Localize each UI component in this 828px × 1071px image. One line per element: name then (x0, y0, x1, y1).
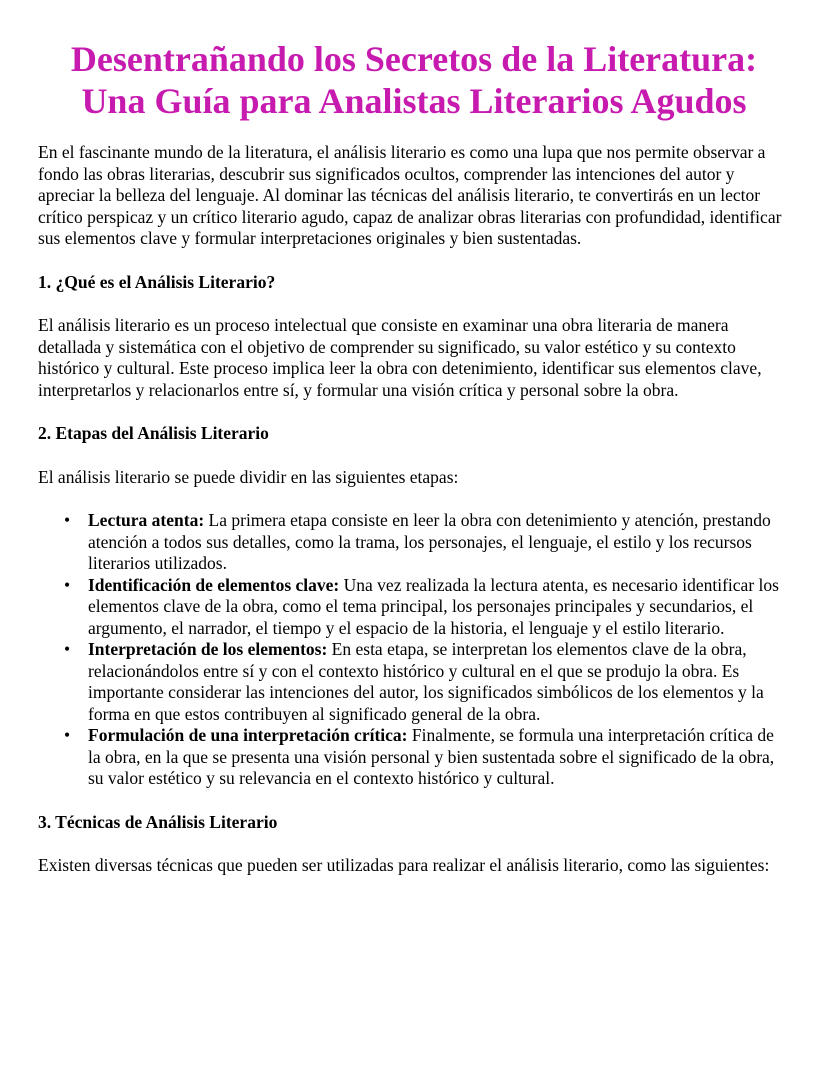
bullet-icon: • (64, 725, 71, 745)
bullet-icon: • (64, 510, 71, 530)
list-item-text: La primera etapa consiste en leer la obra con detenimiento y atención, prestando atención a todos sus detalles, como la trama, los personajes, el lenguaje, el estilo y los recursos literarios utilizados. (88, 510, 771, 573)
section-heading-2: 2. Etapas del Análisis Literario (38, 423, 269, 443)
section-body-1: El análisis literario es un proceso intelectual que consiste en examinar una obra literaria de manera detallada y sistemática con el objetivo de comprender su significado, su valor estético y su contexto histórico y cultural. Este proceso implica leer la obra con detenimiento, identificar sus elementos clave, interpretarlos y relacionarlos entre sí, y formular una visión crítica y personal sobre la obra. (38, 315, 762, 400)
list-item (64, 510, 790, 575)
list-item-term: Formulación de una interpretación crítica: (88, 725, 408, 745)
page-title (38, 38, 790, 122)
list-item-term: Lectura atenta: (88, 510, 205, 530)
title-line-1: Desentrañando los Secretos de la Literatura: (70, 39, 758, 79)
title-line-2: Una Guía para Analistas Literarios Agudos (81, 81, 747, 121)
list-item-term: Identificación de elementos clave: (88, 574, 340, 595)
bullet-icon: • (64, 574, 71, 595)
list-item-text: Finalmente, se formula una interpretación crítica de la obra, en la que se presenta una visión personal y bien sustentada sobre el significado de la obra, su valor estético y su relevancia en el contexto histórico y cultural. (88, 725, 775, 788)
list-item-text: En esta etapa, se interpretan los elementos clave de la obra, relacionándolos entre sí y con el contexto histórico y cultural en el que se produjo la obra. Es importante considerar las intenciones del autor, los significados simbólicos de los elementos y la forma en que estos contribuyen al significado general de la obra. (88, 639, 764, 724)
stages-list (38, 510, 790, 790)
list-item (64, 639, 790, 725)
intro-paragraph: En el fascinante mundo de la literatura, el análisis literario es como una lupa que nos permite observar a fondo las obras literarias, descubrir sus significados ocultos, comprender las intenciones del autor y apreciar la belleza del lenguaje. Al dominar las técnicas del análisis literario, te convertirás en un lector crítico perspicaz y un crítico literario agudo, capaz de analizar obras literarias con profundidad, identificar sus elementos clave y formular interpretaciones originales y bien sustentadas. (38, 142, 782, 248)
section-heading-3: 3. Técnicas de Análisis Literario (38, 811, 278, 832)
section-heading-1: 1. ¿Qué es el Análisis Literario? (38, 271, 276, 292)
list-item-term: Interpretación de los elementos: (88, 639, 328, 659)
section-body-3: Existen diversas técnicas que pueden ser utilizadas para realizar el análisis literario, como las siguientes: (38, 855, 770, 875)
bullet-icon: • (64, 639, 71, 659)
list-item (64, 725, 790, 790)
list-item-text: Una vez realizada la lectura atenta, es necesario identificar los elementos clave de la obra, como el tema principal, los personajes principales y secundarios, el argumento, el narrador, el tiempo y el espacio de la historia, el lenguaje y el estilo literario. (88, 574, 779, 638)
section-body-2: El análisis literario se puede dividir en las siguientes etapas: (38, 466, 459, 487)
list-item (64, 574, 790, 640)
